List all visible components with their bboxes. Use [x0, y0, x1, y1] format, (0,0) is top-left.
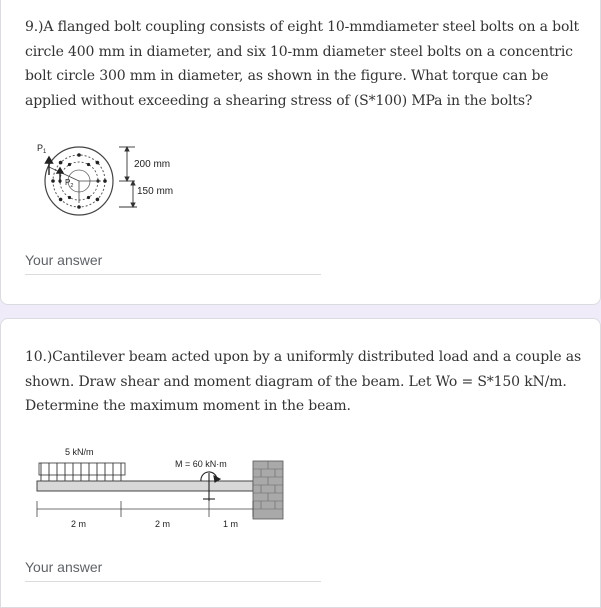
question-10-text: 10.)Cantilever beam acted upon by a uniformly distributed load and a couple as shown. Draw shear and moment diagram of the beam. Let Wo = S*150 kN/m. Determine the maximum moment in the beam.	[25, 349, 582, 414]
span-dimensions	[37, 501, 253, 517]
dimension-inner-label: 150 mm	[137, 186, 174, 197]
svg-text:P1	[37, 143, 47, 155]
wall-support	[253, 461, 283, 519]
dimension-markers	[119, 147, 137, 207]
cantilever-beam-figure	[31, 443, 291, 543]
dimension-outer-label: 200 mm	[134, 159, 171, 170]
moment-label: M = 60 kN·m	[175, 459, 227, 469]
question-card-10	[0, 318, 601, 608]
answer-underline-q10	[25, 581, 321, 582]
p2-subscript: 2	[70, 183, 74, 189]
svg-text:P2	[65, 178, 73, 189]
p1-label: P	[37, 143, 44, 153]
answer-underline-q9	[25, 274, 321, 275]
bolt-coupling-figure	[31, 141, 191, 221]
udl-arrows	[39, 463, 125, 481]
answer-input-q9[interactable]: Your answer	[25, 252, 103, 268]
span-label-3: 1 m	[223, 519, 239, 529]
udl-label: 5 kN/m	[65, 447, 94, 457]
question-9-text: 9.)A flanged bolt coupling consists of eight 10-mmdiameter steel bolts on a bolt circle 400 mm in diameter, and six 10-mm diameter steel bolts on a concentric bolt circle 300 mm in diameter, as shown in the figure. What torque can be applied without exceeding a shearing stress of (S*100) MPa in the bolts?	[25, 19, 580, 109]
answer-input-q10[interactable]: Your answer	[25, 559, 103, 575]
span-label-1: 2 m	[71, 519, 87, 529]
p2-label: P	[65, 178, 71, 187]
span-label-2: 2 m	[155, 519, 171, 529]
p1-subscript: 1	[43, 149, 47, 155]
beam	[37, 481, 253, 491]
